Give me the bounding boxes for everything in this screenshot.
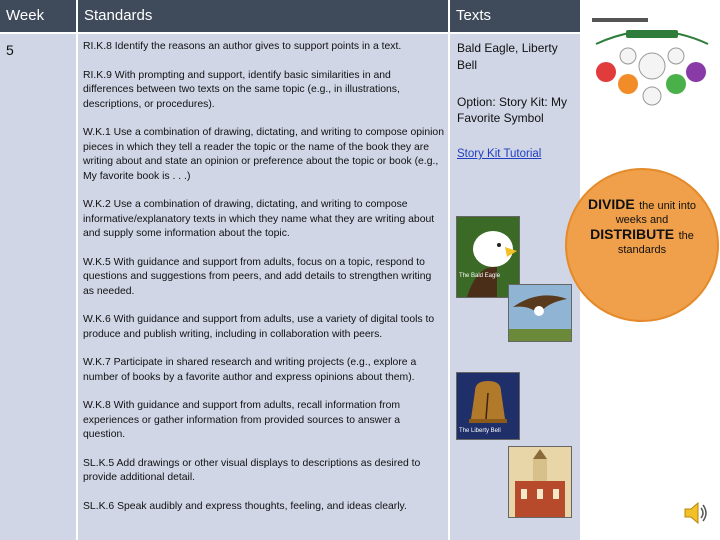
standard-item: W.K.5 With guidance and support from adults, focus on a topic, respond to questions and suggestions from peers, and add details to strengthen writing as needed. bbox=[83, 256, 432, 297]
flying-eagle-book-cover bbox=[508, 284, 572, 342]
standard-item: SL.K.5 Add drawings or other visual displays to descriptions as desired to provide additional detail. bbox=[83, 457, 421, 483]
speaker-icon[interactable] bbox=[682, 500, 708, 526]
standard-item: RI.K.9 With prompting and support, identify basic similarities in and differences between two texts on the same topic (e.g., in illustrations, descriptions, or procedures). bbox=[83, 69, 400, 110]
building-icon bbox=[509, 447, 571, 517]
header-standards: Standards bbox=[78, 0, 448, 32]
standard-item: W.K.8 With guidance and support from adults, recall information from experiences or gather information from provided sources to answer a question. bbox=[83, 400, 401, 440]
divide-distribute-callout bbox=[565, 168, 719, 322]
building-book-cover bbox=[508, 446, 572, 518]
standards-cell bbox=[78, 34, 448, 540]
eagle-cover-caption: The Bald Eagle bbox=[459, 273, 501, 279]
bell-cover-caption: The Liberty Bell bbox=[459, 428, 501, 434]
standard-item: W.K.2 Use a combination of drawing, dictating, and writing to compose informative/explanatory texts in which they name what they are writing about and supply some information about the topic. bbox=[83, 199, 435, 239]
texts-option: Option: Story Kit: My Favorite Symbol bbox=[457, 95, 568, 125]
standard-item: W.K.1 Use a combination of drawing, dictating, and writing to compose opinion pieces in which they tell a reader the topic or the name of the book they are writing about and state an opinion or preference about the topic or book (e.g., My favorite book is . . .) bbox=[83, 127, 444, 182]
week-cell bbox=[0, 34, 76, 540]
callout-weeks-and: weeks and bbox=[615, 214, 669, 226]
header-texts: Texts bbox=[450, 0, 580, 32]
week-number: 5 bbox=[6, 42, 14, 58]
callout-the: the bbox=[678, 230, 694, 242]
standard-item: W.K.6 With guidance and support from adults, use a variety of digital tools to produce and publish writing, including in collaboration with peers. bbox=[83, 314, 435, 340]
callout-divide: DIVIDE bbox=[587, 196, 635, 212]
standard-item: RI.K.8 Identify the reasons an author gives to support points in a text. bbox=[83, 41, 402, 52]
callout-distribute: DISTRIBUTE bbox=[590, 226, 675, 242]
story-kit-tutorial-link[interactable]: Story Kit Tutorial bbox=[457, 148, 542, 160]
header-week: Week bbox=[0, 0, 76, 32]
texts-title: Bald Eagle, Liberty Bell bbox=[457, 41, 558, 72]
liberty-bell-book-cover bbox=[456, 372, 520, 440]
standard-item: SL.K.6 Speak audibly and express thoughts, feeling, and ideas clearly. bbox=[83, 500, 407, 512]
standard-item: W.K.7 Participate in shared research and writing projects (e.g., explore a number of books by a favorite author and express opinions about them). bbox=[83, 357, 417, 383]
flying-eagle-icon bbox=[509, 285, 571, 341]
callout-standards: standards bbox=[617, 244, 667, 256]
callout-unit-into: the unit into bbox=[639, 200, 696, 212]
essential-questions-diagram-icon bbox=[590, 14, 714, 124]
